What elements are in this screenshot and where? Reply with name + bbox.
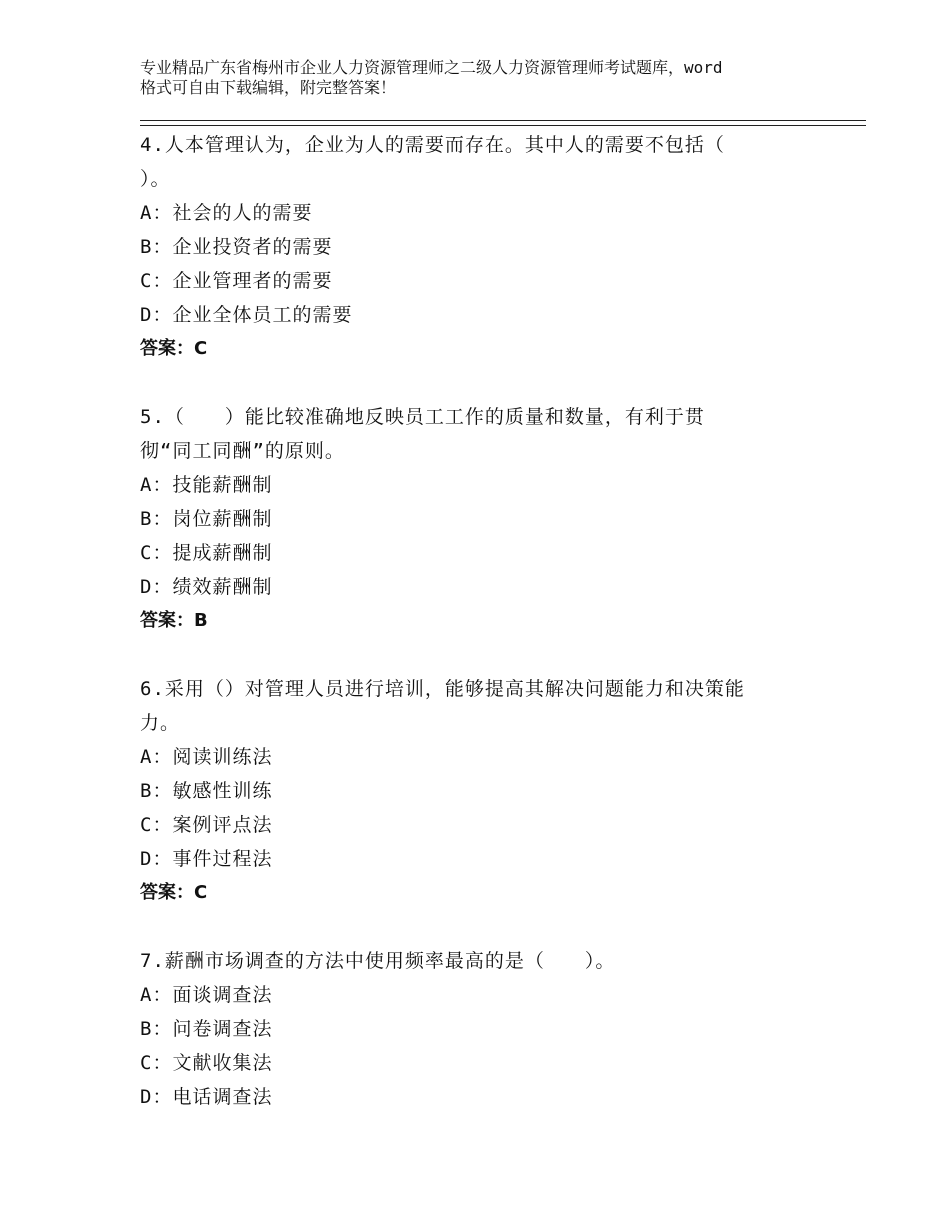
option-c: C：案例评点法: [140, 814, 273, 836]
option-d: D：企业全体员工的需要: [140, 304, 353, 326]
question-7: [140, 944, 840, 1114]
option-c: C：企业管理者的需要: [140, 270, 333, 292]
header-double-rule: [140, 120, 866, 126]
option-c: C：提成薪酬制: [140, 542, 273, 564]
option-b: B：敏感性训练: [140, 780, 273, 802]
answer: 答案：B: [140, 610, 208, 631]
option-c: C：文献收集法: [140, 1052, 273, 1074]
header-line-1: 专业精品广东省梅州市企业人力资源管理师之二级人力资源管理师考试题库，word: [140, 58, 723, 77]
option-b: B：企业投资者的需要: [140, 236, 333, 258]
option-a: A：技能薪酬制: [140, 474, 273, 496]
question-stem-continued: ）。: [140, 168, 171, 190]
question-stem: 5.（ ）能比较准确地反映员工工作的质量和数量，有利于贯: [140, 406, 705, 428]
question-4: [140, 128, 840, 366]
option-a: A：面谈调查法: [140, 984, 273, 1006]
question-5: [140, 400, 840, 638]
document-header: [140, 58, 830, 98]
option-d: D：电话调查法: [140, 1086, 273, 1108]
question-6: [140, 672, 840, 910]
answer: 答案：C: [140, 338, 208, 359]
question-stem: 4.人本管理认为，企业为人的需要而存在。其中人的需要不包括（: [140, 134, 725, 156]
option-d: D：事件过程法: [140, 848, 273, 870]
option-a: A：社会的人的需要: [140, 202, 313, 224]
question-stem: 6.采用（）对管理人员进行培训，能够提高其解决问题能力和决策能: [140, 678, 745, 700]
option-b: B：问卷调查法: [140, 1018, 273, 1040]
header-line-2: 格式可自由下载编辑，附完整答案！: [140, 78, 397, 97]
question-list: [140, 128, 840, 1148]
answer: 答案：C: [140, 882, 208, 903]
option-b: B：岗位薪酬制: [140, 508, 273, 530]
question-stem-continued: 彻“同工同酬”的原则。: [140, 440, 345, 462]
question-stem: 7.薪酬市场调查的方法中使用频率最高的是（ ）。: [140, 950, 616, 972]
question-stem-continued: 力。: [140, 712, 181, 734]
option-d: D：绩效薪酬制: [140, 576, 273, 598]
option-a: A：阅读训练法: [140, 746, 273, 768]
